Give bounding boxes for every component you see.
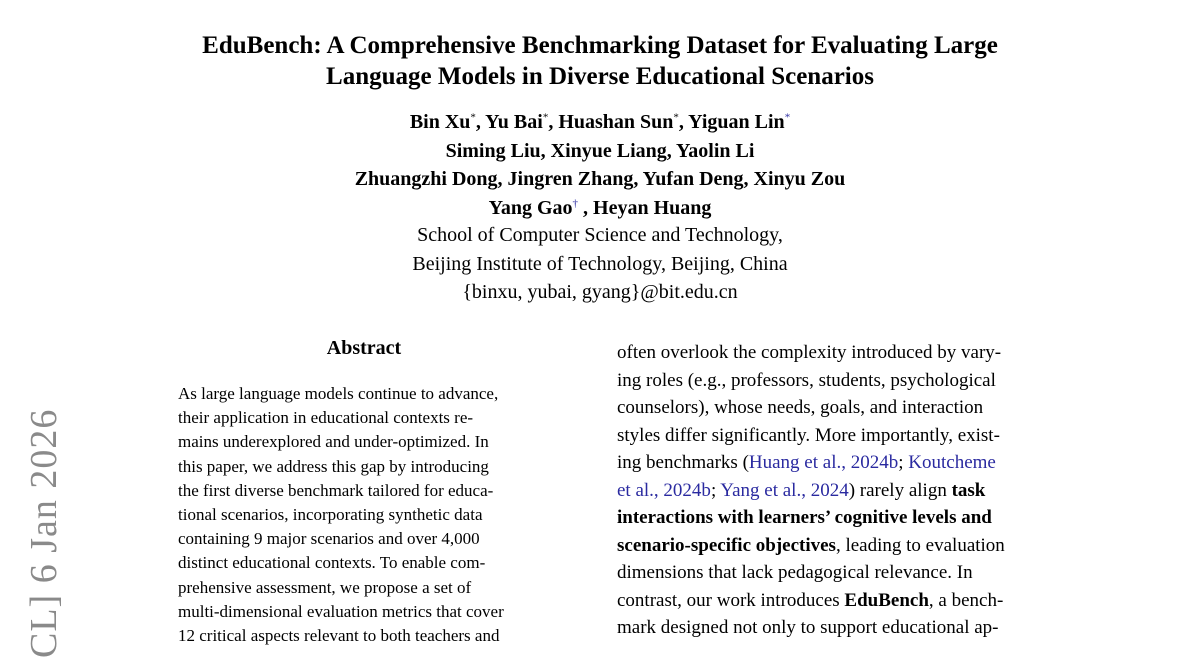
dagger-mark-link[interactable]: † bbox=[572, 196, 579, 209]
bold-text: interactions with learners’ cognitive levels and bbox=[617, 507, 992, 528]
body-line bbox=[617, 477, 1059, 505]
citation-link-koutcheme[interactable]: Koutcheme bbox=[908, 452, 996, 473]
author-name: Yang Gao bbox=[488, 196, 573, 219]
abstract-line: As large language models continue to advance, bbox=[178, 384, 499, 403]
body-line: mark designed not only to support educational ap- bbox=[617, 617, 999, 638]
abstract-line: mains underexplored and under-optimized. In bbox=[178, 432, 489, 452]
body-text: ing benchmarks ( bbox=[617, 452, 749, 473]
citation-link-koutcheme-cont[interactable]: et al., 2024b bbox=[617, 479, 711, 501]
body-text: ) rarely align bbox=[848, 479, 952, 501]
abstract-heading: Abstract bbox=[326, 337, 402, 359]
abstract-line: this paper, we address this gap by introducing bbox=[178, 456, 489, 476]
abstract-line: their application in educational contexts re- bbox=[178, 408, 474, 428]
author-name: Bin Xu bbox=[409, 111, 471, 133]
body-line bbox=[617, 504, 1059, 532]
paper-title bbox=[100, 30, 1100, 92]
intro-column bbox=[617, 339, 1059, 642]
abstract-line: distinct educational contexts. To enable com- bbox=[178, 553, 486, 573]
abstract-line: tional scenarios, incorporating synthetic data bbox=[178, 505, 483, 525]
author-line-3: Zhuangzhi Dong, Jingren Zhang, Yufan Deng, Xinyu Zou bbox=[354, 168, 846, 190]
affiliation bbox=[200, 221, 1000, 307]
author-email: {binxu, yubai, gyang}@bit.edu.cn bbox=[462, 281, 738, 303]
author-name: Yiguan Lin bbox=[688, 111, 785, 133]
body-line bbox=[617, 532, 1059, 560]
equal-contrib-mark: * bbox=[542, 111, 549, 124]
affiliation-line-1: School of Computer Science and Technology, bbox=[417, 224, 783, 246]
body-line: often overlook the complexity introduced by vary- bbox=[617, 342, 1002, 363]
body-line: ing roles (e.g., professors, students, psychological bbox=[617, 369, 996, 391]
abstract-line: prehensive assessment, we propose a set of bbox=[178, 577, 472, 597]
abstract-body bbox=[178, 382, 550, 648]
author-line-4 bbox=[200, 194, 1000, 223]
author-list bbox=[200, 108, 1000, 222]
bold-text: scenario-specific objectives bbox=[617, 534, 836, 556]
bold-text: task bbox=[951, 479, 986, 501]
body-text: , a bench- bbox=[928, 589, 1004, 611]
affiliation-line-2: Beijing Institute of Technology, Beijing, China bbox=[412, 252, 788, 275]
author-line-2: Siming Liu, Xinyue Liang, Yaolin Li bbox=[445, 139, 755, 162]
author-name: , Heyan Huang bbox=[578, 196, 712, 219]
body-text: ; bbox=[710, 479, 721, 501]
arxiv-side-stamp: CL] 6 Jan 2026 bbox=[23, 408, 65, 658]
abstract-line: 12 critical aspects relevant to both teachers and bbox=[178, 626, 500, 646]
corresponding-mark-link[interactable]: * bbox=[784, 111, 791, 124]
citation-link-yang[interactable]: Yang et al., 2024 bbox=[720, 479, 849, 501]
abstract-line: the first diverse benchmark tailored for educa- bbox=[178, 480, 494, 500]
body-line: dimensions that lack pedagogical relevance. In bbox=[617, 562, 973, 583]
author-name: Yu Bai bbox=[485, 111, 543, 133]
author-name: Huashan Sun bbox=[558, 111, 674, 133]
body-text: ; bbox=[898, 452, 909, 473]
body-line: counselors), whose needs, goals, and interaction bbox=[617, 397, 984, 418]
body-text: contrast, our work introduces bbox=[617, 589, 845, 611]
bold-text: EduBench bbox=[844, 589, 929, 611]
title-line-1: EduBench: A Comprehensive Benchmarking Dataset for Evaluating Large bbox=[202, 32, 998, 59]
title-line-2: Language Models in Diverse Educational Scenarios bbox=[326, 63, 874, 90]
equal-contrib-mark: * bbox=[470, 111, 476, 124]
author-line-1: Bin Xu*, Yu Bai*, Huashan Sun*, Yiguan Lin* bbox=[409, 111, 791, 133]
equal-contrib-mark: * bbox=[673, 111, 679, 124]
body-line bbox=[617, 587, 1059, 615]
abstract-line: multi-dimensional evaluation metrics that cover bbox=[178, 601, 504, 621]
body-text: , leading to evaluation bbox=[835, 534, 1005, 556]
body-line: styles differ significantly. More importantly, exist- bbox=[617, 424, 1000, 446]
citation-link-huang[interactable]: Huang et al., 2024b bbox=[748, 452, 899, 473]
abstract-line: containing 9 major scenarios and over 4,000 bbox=[178, 529, 480, 549]
body-line bbox=[617, 449, 1059, 477]
